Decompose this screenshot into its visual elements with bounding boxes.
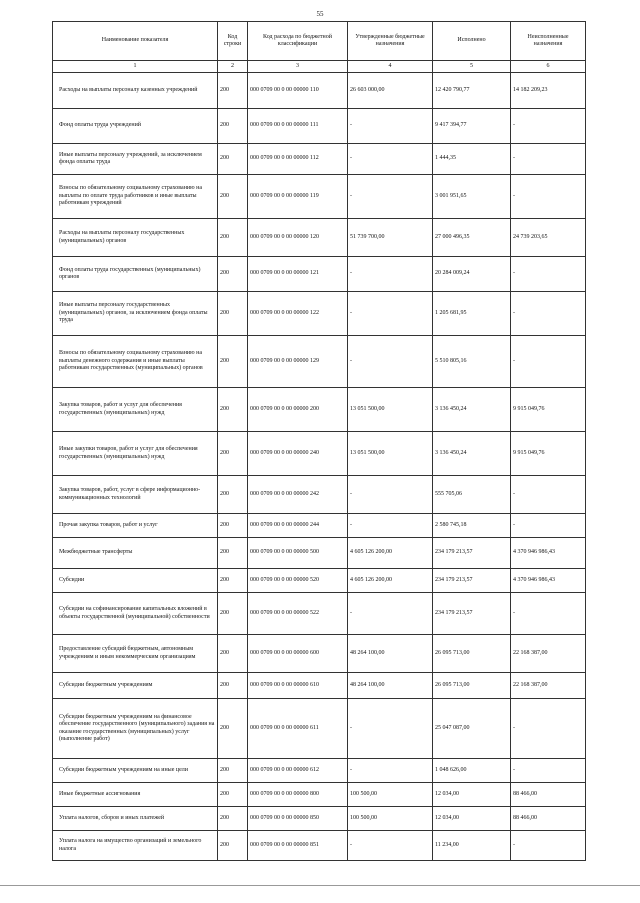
row-budget-classification: 000 0709 00 0 00 00000 522 — [248, 593, 348, 635]
table-row — [53, 807, 586, 831]
page-number: 55 — [316, 10, 324, 18]
row-approved: 51 739 700,00 — [348, 219, 433, 257]
row-indicator-name: Фонд оплаты труда учреждений — [53, 109, 218, 144]
row-budget-classification: 000 0709 00 0 00 00000 112 — [248, 144, 348, 175]
bottom-rule — [0, 885, 640, 886]
row-indicator-name: Субсидии бюджетным учреждениям на иные цели — [53, 759, 218, 783]
row-executed: 234 179 213,57 — [433, 569, 511, 593]
header-budget-classification: Код расхода по бюджетной классификации — [248, 22, 348, 61]
row-executed: 20 284 009,24 — [433, 257, 511, 292]
row-line-code: 200 — [218, 109, 248, 144]
row-line-code: 200 — [218, 257, 248, 292]
row-executed: 11 234,00 — [433, 831, 511, 861]
row-unexecuted: 88 466,00 — [511, 807, 586, 831]
row-line-code: 200 — [218, 175, 248, 219]
header-approved: Утвержденные бюджетные назначения — [348, 22, 433, 61]
row-executed: 3 001 951,65 — [433, 175, 511, 219]
row-budget-classification: 000 0709 00 0 00 00000 111 — [248, 109, 348, 144]
row-line-code: 200 — [218, 593, 248, 635]
row-indicator-name: Иные выплаты персоналу учреждений, за исключением фонда оплаты труда — [53, 144, 218, 175]
row-budget-classification: 000 0709 00 0 00 00000 119 — [248, 175, 348, 219]
row-indicator-name: Взносы по обязательному социальному страхованию на выплаты по оплате труда работников и иные выплаты работникам учреждений — [53, 175, 218, 219]
row-budget-classification: 000 0709 00 0 00 00000 244 — [248, 514, 348, 538]
column-number: 2 — [218, 61, 248, 73]
table-row — [53, 257, 586, 292]
row-approved: 100 500,00 — [348, 783, 433, 807]
row-budget-classification: 000 0709 00 0 00 00000 612 — [248, 759, 348, 783]
column-number: 5 — [433, 61, 511, 73]
row-budget-classification: 000 0709 00 0 00 00000 121 — [248, 257, 348, 292]
table-body — [53, 73, 586, 861]
table-row — [53, 783, 586, 807]
row-approved: - — [348, 514, 433, 538]
row-line-code: 200 — [218, 432, 248, 476]
table-row — [53, 593, 586, 635]
row-budget-classification: 000 0709 00 0 00 00000 850 — [248, 807, 348, 831]
row-indicator-name: Субсидии — [53, 569, 218, 593]
table-row — [53, 144, 586, 175]
row-unexecuted: - — [511, 292, 586, 336]
budget-execution-table — [52, 21, 586, 861]
row-indicator-name: Взносы по обязательному социальному страхованию на выплаты денежного содержания и иные выплаты работникам государственных (муниципальных) органов — [53, 336, 218, 388]
row-executed: 5 510 805,16 — [433, 336, 511, 388]
table-row — [53, 432, 586, 476]
row-indicator-name: Расходы на выплаты персоналу казенных учреждений — [53, 73, 218, 109]
row-unexecuted: 4 370 946 986,43 — [511, 569, 586, 593]
table-row — [53, 759, 586, 783]
row-budget-classification: 000 0709 00 0 00 00000 200 — [248, 388, 348, 432]
table-row — [53, 476, 586, 514]
row-line-code: 200 — [218, 292, 248, 336]
header-indicator-name: Наименование показателя — [53, 22, 218, 61]
row-approved: - — [348, 593, 433, 635]
row-executed: 26 095 713,00 — [433, 673, 511, 699]
table-row — [53, 336, 586, 388]
row-approved: 4 605 126 200,00 — [348, 569, 433, 593]
row-unexecuted: - — [511, 144, 586, 175]
table-row — [53, 635, 586, 673]
row-approved: - — [348, 144, 433, 175]
table-row — [53, 292, 586, 336]
row-unexecuted: - — [511, 257, 586, 292]
row-indicator-name: Предоставление субсидий бюджетным, автономным учреждениям и иным некоммерческим организациям — [53, 635, 218, 673]
row-executed: 9 417 394,77 — [433, 109, 511, 144]
row-indicator-name: Фонд оплаты труда государственных (муниципальных) органов — [53, 257, 218, 292]
row-indicator-name: Иные выплаты персоналу государственных (муниципальных) органов, за исключением фонда оплаты труда — [53, 292, 218, 336]
row-line-code: 200 — [218, 388, 248, 432]
row-unexecuted: 22 168 387,00 — [511, 673, 586, 699]
row-approved: - — [348, 336, 433, 388]
row-indicator-name: Расходы на выплаты персоналу государственных (муниципальных) органов — [53, 219, 218, 257]
header-row — [53, 22, 586, 61]
row-indicator-name: Субсидии на софинансирование капитальных вложений в объекты государственной (муниципальной) собственности — [53, 593, 218, 635]
row-executed: 12 420 790,77 — [433, 73, 511, 109]
table-row — [53, 109, 586, 144]
row-indicator-name: Иные закупки товаров, работ и услуг для обеспечения государственных (муниципальных) нужд — [53, 432, 218, 476]
row-unexecuted: - — [511, 759, 586, 783]
row-budget-classification: 000 0709 00 0 00 00000 110 — [248, 73, 348, 109]
row-unexecuted: 9 915 049,76 — [511, 388, 586, 432]
row-executed: 1 048 626,00 — [433, 759, 511, 783]
header-executed: Исполнено — [433, 22, 511, 61]
row-approved: 13 051 500,00 — [348, 432, 433, 476]
row-unexecuted: - — [511, 175, 586, 219]
table-row — [53, 831, 586, 861]
row-unexecuted: 14 182 209,23 — [511, 73, 586, 109]
row-budget-classification: 000 0709 00 0 00 00000 600 — [248, 635, 348, 673]
row-budget-classification: 000 0709 00 0 00 00000 800 — [248, 783, 348, 807]
row-line-code: 200 — [218, 476, 248, 514]
row-executed: 555 705,06 — [433, 476, 511, 514]
row-executed: 26 095 713,00 — [433, 635, 511, 673]
row-indicator-name: Уплата налога на имущество организаций и земельного налога — [53, 831, 218, 861]
table-row — [53, 388, 586, 432]
row-budget-classification: 000 0709 00 0 00 00000 240 — [248, 432, 348, 476]
row-line-code: 200 — [218, 831, 248, 861]
row-executed: 12 034,00 — [433, 783, 511, 807]
row-budget-classification: 000 0709 00 0 00 00000 851 — [248, 831, 348, 861]
row-approved: 26 603 000,00 — [348, 73, 433, 109]
row-executed: 2 580 745,18 — [433, 514, 511, 538]
row-budget-classification: 000 0709 00 0 00 00000 120 — [248, 219, 348, 257]
row-unexecuted: 4 370 946 986,43 — [511, 538, 586, 569]
row-unexecuted: - — [511, 514, 586, 538]
row-executed: 25 047 087,00 — [433, 699, 511, 759]
row-unexecuted: - — [511, 476, 586, 514]
header-line-code: Код строки — [218, 22, 248, 61]
row-approved: 13 051 500,00 — [348, 388, 433, 432]
row-unexecuted: 22 168 387,00 — [511, 635, 586, 673]
row-line-code: 200 — [218, 73, 248, 109]
row-approved: - — [348, 831, 433, 861]
row-line-code: 200 — [218, 699, 248, 759]
column-number: 6 — [511, 61, 586, 73]
row-unexecuted: - — [511, 593, 586, 635]
table-row — [53, 538, 586, 569]
row-approved: 48 264 100,00 — [348, 635, 433, 673]
table-row — [53, 673, 586, 699]
row-indicator-name: Прочая закупка товаров, работ и услуг — [53, 514, 218, 538]
row-unexecuted: - — [511, 109, 586, 144]
row-approved: 48 264 100,00 — [348, 673, 433, 699]
column-number: 4 — [348, 61, 433, 73]
row-line-code: 200 — [218, 759, 248, 783]
table-row — [53, 219, 586, 257]
table-row — [53, 514, 586, 538]
row-unexecuted: 24 739 203,65 — [511, 219, 586, 257]
table-row — [53, 175, 586, 219]
row-unexecuted: - — [511, 699, 586, 759]
row-approved: - — [348, 257, 433, 292]
row-indicator-name: Закупка товаров, работ и услуг для обеспечения государственных (муниципальных) нужд — [53, 388, 218, 432]
row-executed: 3 136 450,24 — [433, 432, 511, 476]
row-budget-classification: 000 0709 00 0 00 00000 122 — [248, 292, 348, 336]
row-approved: - — [348, 292, 433, 336]
row-approved: - — [348, 759, 433, 783]
column-number: 3 — [248, 61, 348, 73]
row-unexecuted: - — [511, 831, 586, 861]
row-line-code: 200 — [218, 673, 248, 699]
table-row — [53, 73, 586, 109]
row-indicator-name: Закупка товаров, работ, услуг в сфере информационно-коммуникационных технологий — [53, 476, 218, 514]
header-unexecuted: Неисполненные назначения — [511, 22, 586, 61]
table-row — [53, 569, 586, 593]
row-line-code: 200 — [218, 336, 248, 388]
row-approved: - — [348, 175, 433, 219]
row-indicator-name: Межбюджетные трансферты — [53, 538, 218, 569]
row-approved: 4 605 126 200,00 — [348, 538, 433, 569]
row-line-code: 200 — [218, 783, 248, 807]
row-line-code: 200 — [218, 144, 248, 175]
row-indicator-name: Уплата налогов, сборов и иных платежей — [53, 807, 218, 831]
row-line-code: 200 — [218, 538, 248, 569]
row-line-code: 200 — [218, 807, 248, 831]
row-approved: - — [348, 109, 433, 144]
row-line-code: 200 — [218, 219, 248, 257]
column-number-row — [53, 61, 586, 73]
row-budget-classification: 000 0709 00 0 00 00000 129 — [248, 336, 348, 388]
row-indicator-name: Субсидии бюджетным учреждениям — [53, 673, 218, 699]
row-budget-classification: 000 0709 00 0 00 00000 610 — [248, 673, 348, 699]
row-budget-classification: 000 0709 00 0 00 00000 520 — [248, 569, 348, 593]
row-executed: 234 179 213,57 — [433, 538, 511, 569]
row-line-code: 200 — [218, 569, 248, 593]
row-unexecuted: 88 466,00 — [511, 783, 586, 807]
row-unexecuted: 9 915 049,76 — [511, 432, 586, 476]
row-indicator-name: Субсидии бюджетным учреждениям на финансовое обеспечение государственного (муниципального) задания на оказание государственных (муниципальных) услуг (выполнение работ) — [53, 699, 218, 759]
row-budget-classification: 000 0709 00 0 00 00000 611 — [248, 699, 348, 759]
row-budget-classification: 000 0709 00 0 00 00000 500 — [248, 538, 348, 569]
row-executed: 1 205 681,95 — [433, 292, 511, 336]
row-executed: 1 444,35 — [433, 144, 511, 175]
row-executed: 234 179 213,57 — [433, 593, 511, 635]
row-approved: - — [348, 699, 433, 759]
row-executed: 27 000 496,35 — [433, 219, 511, 257]
row-line-code: 200 — [218, 635, 248, 673]
row-line-code: 200 — [218, 514, 248, 538]
row-approved: 100 500,00 — [348, 807, 433, 831]
table-row — [53, 699, 586, 759]
row-executed: 3 136 450,24 — [433, 388, 511, 432]
row-indicator-name: Иные бюджетные ассигнования — [53, 783, 218, 807]
row-executed: 12 034,00 — [433, 807, 511, 831]
row-budget-classification: 000 0709 00 0 00 00000 242 — [248, 476, 348, 514]
column-number: 1 — [53, 61, 218, 73]
row-approved: - — [348, 476, 433, 514]
row-unexecuted: - — [511, 336, 586, 388]
